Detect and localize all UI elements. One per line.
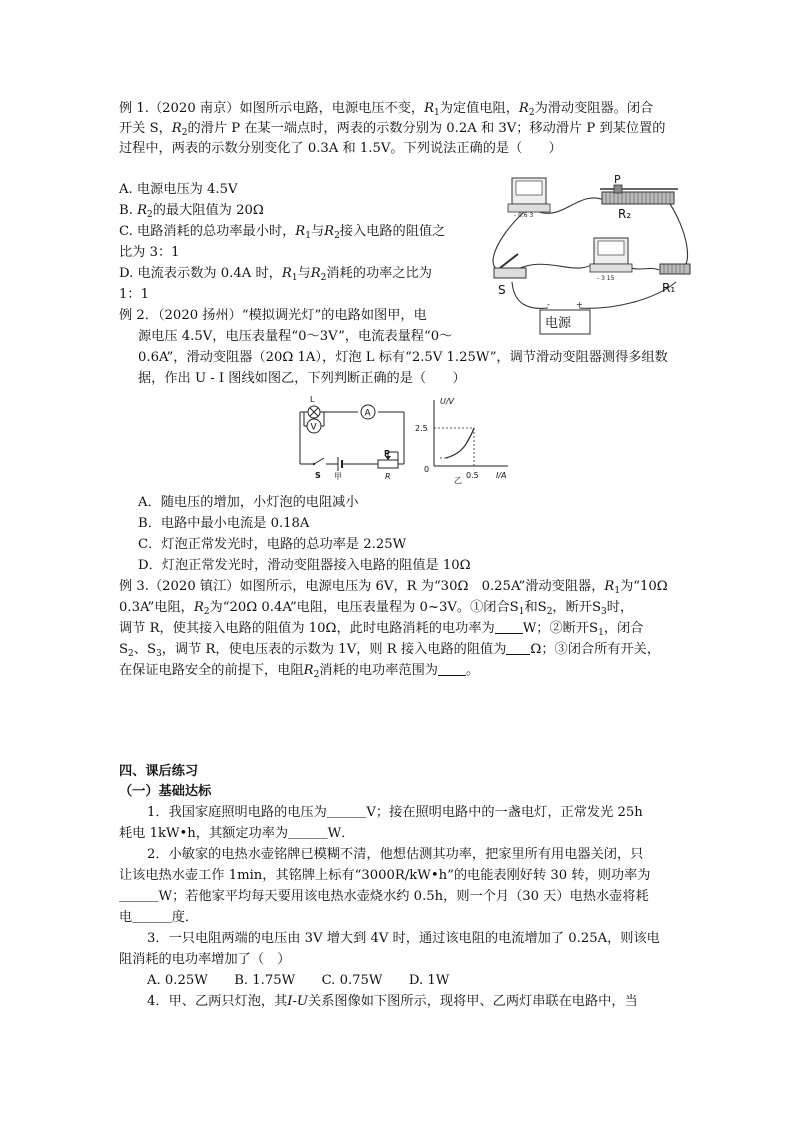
wire	[512, 282, 548, 308]
switch-symbol	[314, 458, 324, 464]
q3-line-1: 3．一只电阻两端的电压由 3V 增大到 4V 时，通过该电阻的电流增加了 0.25A，则该电	[147, 931, 660, 946]
resistor-r1	[660, 264, 690, 274]
q4-line-1: 4．甲、乙两只灯泡，其I-U关系图像如下图所示，现将甲、乙两灯串联在电路中，当	[147, 994, 638, 1009]
q2-line-2: 让该电热水壶工作 1min，其铭牌上标有“3000R/kW•h”的电能表刚好转 30 转，则功率为	[119, 868, 651, 883]
ex1-option-a: A. 电源电压为 4.5V	[119, 182, 238, 197]
source-plus: +	[576, 300, 583, 309]
answer-blank[interactable]	[495, 620, 523, 634]
voltmeter-base	[590, 264, 632, 272]
graph-y-tick: 2.5	[415, 424, 428, 433]
label-v: V	[310, 422, 317, 433]
ex3-line-5: 在保证电路安全的前提下，电阻$R_2$消耗的电功率范围为 。	[119, 663, 480, 680]
ex1-option-b: B. $R_2$的最大阻值为 20Ω	[119, 203, 264, 220]
ex1-option-c: C. 电路消耗的总功率最小时，$R_1$与$R_2$接入电路的阻值之	[119, 224, 446, 241]
graph-x-tick: 0.5	[466, 471, 479, 480]
switch-base	[494, 268, 526, 278]
ex1-line-2: 开关 S，$R_2$的滑片 P 在某一端点时，两表的示数分别为 0.2A 和 3V；移动滑片 P 到某位置的	[119, 121, 666, 138]
ex2-line-4: 据，作出 U - I 图线如图乙，下列判断正确的是（ ）	[138, 371, 466, 386]
wire	[666, 198, 688, 268]
label-yi: 乙	[454, 476, 462, 484]
voltmeter-dial	[598, 241, 624, 255]
ex1-line-1: 例 1.（2020 南京）如图所示电路，电源电压不变，$R_1$为定值电阻，$R_2$为滑动变阻器。闭合	[119, 101, 654, 118]
label-jia: 甲	[334, 472, 342, 481]
ex3-line-1: 例 3.（2020 镇江）如图所示，电源电压为 6V，R 为“30Ω 0.25A”滑动变阻器，$R_1$为“10Ω	[119, 579, 668, 596]
ex2-option-d: D．灯泡正常发光时，滑动变阻器接入电路的阻值是 10Ω	[138, 558, 471, 573]
graph-origin: 0	[424, 465, 430, 474]
ex1-option-c-cont: 比为 3：1	[119, 245, 180, 260]
source-minus: -	[547, 300, 550, 309]
rheostat-slider	[614, 185, 622, 193]
q1-line-2: 耗电 1kW•h，其额定功率为＿＿＿W．	[119, 826, 355, 841]
ex3-line-4: $S_2$、$S_3$，调节 R，使电压表的示数为 1V，则 R 接入电路的阻值为 Ω；③闭合所有开关，	[119, 642, 661, 659]
label-r: R	[385, 472, 391, 481]
switch-pivot	[313, 463, 315, 465]
q2-line-3: ＿＿＿W；若他家平均每天要用该电热水壶烧水约 0.5h，则一个月（30 天）电热水壶将耗	[119, 889, 649, 904]
answer-blank[interactable]	[438, 662, 466, 676]
ex1-line-3: 过程中，两表的示数分别变化了 0.3A 和 1.5V。下列说法正确的是（ ）	[119, 141, 562, 156]
label-r1: R₁	[662, 281, 676, 295]
ex2-circuit-figure	[294, 392, 524, 484]
switch-lever	[500, 254, 518, 268]
q3-line-2: 阻消耗的电功率增加了（ ）	[119, 952, 291, 967]
ex2-option-b: B．电路中最小电流是 0.18A	[138, 516, 310, 531]
voltmeter-scale: - 3 15	[597, 275, 615, 282]
q2-line-1: 2．小敏家的电热水壶铭牌已模糊不清，他想估测其功率，把家里所有用电器关闭，只	[147, 847, 644, 862]
graph-x-label: I/A	[496, 471, 507, 480]
ex3-line-3: 调节 R，使其接入电路的阻值为 10Ω，此时电路消耗的电功率为 W；②断开$S_1$，闭合	[119, 621, 644, 638]
ammeter-scale: - 0.6 3	[514, 212, 534, 219]
answer-blank[interactable]	[506, 641, 530, 655]
label-a: A	[364, 408, 371, 419]
ex2-line-3: 0.6A”，滑动变阻器（20Ω 1A），灯泡 L 标有“2.5V 1.25W”，调节滑动变阻器测得多组数	[138, 350, 668, 365]
label-p: P	[384, 449, 390, 458]
ammeter-base	[508, 204, 550, 212]
q1-line-1: 1．我国家庭照明电路的电压为＿＿＿V；接在照明电路中的一盏电灯，正常发光 25h	[147, 805, 643, 820]
ex1-option-d-cont: 1：1	[119, 287, 149, 302]
ex2-line-2: 源电压 4.5V，电压表量程“0～3V”，电流表量程“0～	[138, 329, 453, 344]
graph-y-label: U/V	[440, 397, 455, 406]
label-r2: R₂	[618, 207, 632, 221]
ex3-line-2: 0.3A”电阻，$R_2$为“20Ω 0.4A”电阻，电压表量程为 0~3V。①闭合$S_1$和$S_2$，断开$S_3$时，	[119, 600, 634, 617]
label-s: S	[315, 471, 321, 480]
label-source: 电源	[545, 316, 572, 331]
label-s: S	[498, 283, 506, 297]
ammeter-dial	[516, 181, 542, 195]
graph-curve	[446, 428, 474, 458]
label-l: L	[310, 395, 315, 404]
q2-line-4: 电＿＿＿度．	[119, 910, 199, 925]
ex2-option-a: A．随电压的增加，小灯泡的电阻减小	[138, 495, 359, 510]
rheostat-symbol	[378, 460, 398, 468]
section-title: 四、课后练习	[119, 764, 199, 779]
ex1-option-d: D. 电流表示数为 0.4A 时，$R_1$与$R_2$消耗的功率之比为	[119, 266, 432, 283]
ex1-circuit-figure	[484, 170, 699, 340]
section-subtitle: （一）基础达标	[119, 784, 212, 799]
ex2-option-c: C．灯泡正常发光时，电路的总功率是 2.25W	[138, 537, 407, 552]
ex2-line-1: 例 2．（2020 扬州）“模拟调光灯”的电路如图甲，电	[119, 308, 427, 323]
q3-options: A. 0.25W B. 1.75W C. 0.75W D. 1W	[147, 973, 450, 988]
label-p: P	[614, 173, 621, 186]
